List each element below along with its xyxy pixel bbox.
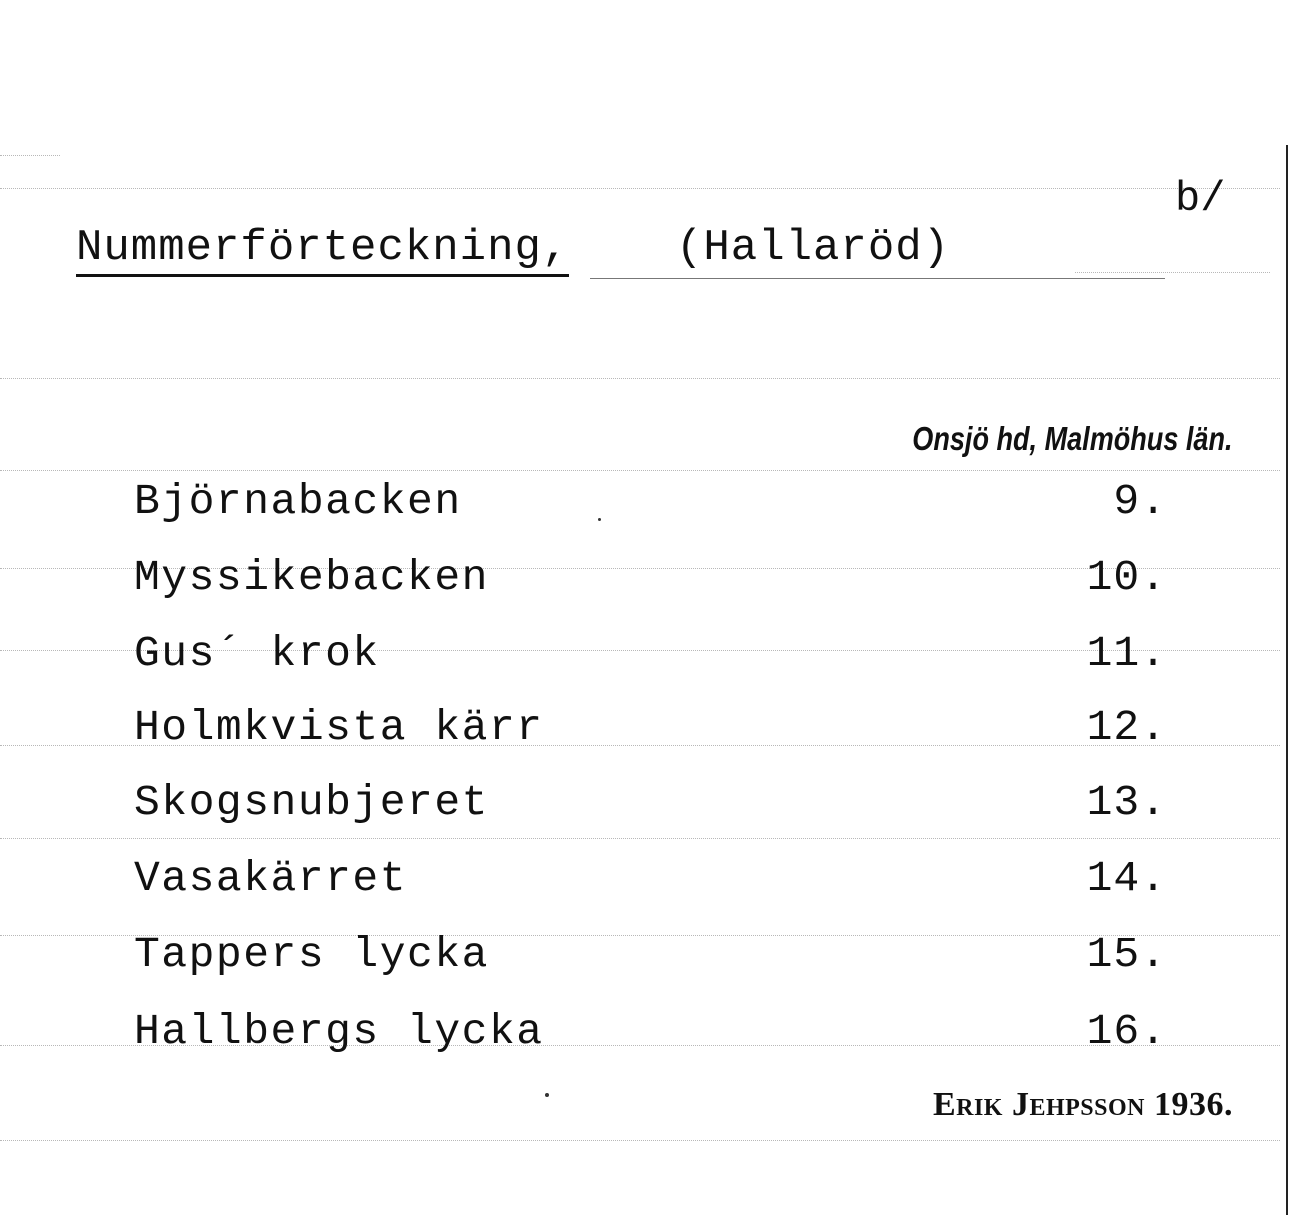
list-item [0, 851, 1295, 911]
ruled-line [0, 470, 1280, 471]
entry-number: 9. [1113, 477, 1167, 526]
entry-number: 16. [1086, 1007, 1167, 1056]
list-item [0, 550, 1295, 610]
entry-number: 14. [1086, 854, 1167, 903]
card-title: Nummerförteckning, [76, 222, 569, 277]
list-item [0, 775, 1295, 835]
list-item [0, 1004, 1295, 1064]
ruled-line [0, 1140, 1280, 1141]
ink-speck [598, 518, 601, 521]
entry-name: Myssikebacken [134, 553, 489, 602]
list-item [0, 700, 1295, 760]
list-item [0, 927, 1295, 987]
ruled-line [0, 378, 1280, 379]
entry-name: Tappers lycka [134, 930, 489, 979]
ink-speck [545, 1093, 549, 1097]
entry-name: Hallbergs lycka [134, 1007, 544, 1056]
card-subtitle: (Hallaröd) [676, 223, 951, 273]
list-item [0, 474, 1295, 534]
card-mark: b/ [1175, 175, 1226, 223]
signature: Erik Jehpsson 1936. [932, 1086, 1233, 1123]
entry-name: Holmkvista kärr [134, 703, 544, 752]
title-rule [590, 278, 1165, 279]
ruled-line [0, 838, 1280, 839]
ruled-line [1075, 272, 1270, 273]
entry-name: Skogsnubjeret [134, 778, 489, 827]
ruled-line [0, 188, 1280, 189]
ruled-line [0, 155, 60, 156]
entry-name: Björnabacken [134, 477, 462, 526]
entry-name: Gus´ krok [134, 629, 380, 678]
region-stamp: Onsjö hd, Malmöhus län. [912, 420, 1233, 457]
entry-number: 11. [1086, 629, 1167, 678]
entry-number: 12. [1086, 703, 1167, 752]
entry-name: Vasakärret [134, 854, 408, 903]
entry-number: 13. [1086, 778, 1167, 827]
list-item [0, 626, 1295, 686]
entry-number: 10. [1086, 553, 1167, 602]
entry-number: 15. [1086, 930, 1167, 979]
